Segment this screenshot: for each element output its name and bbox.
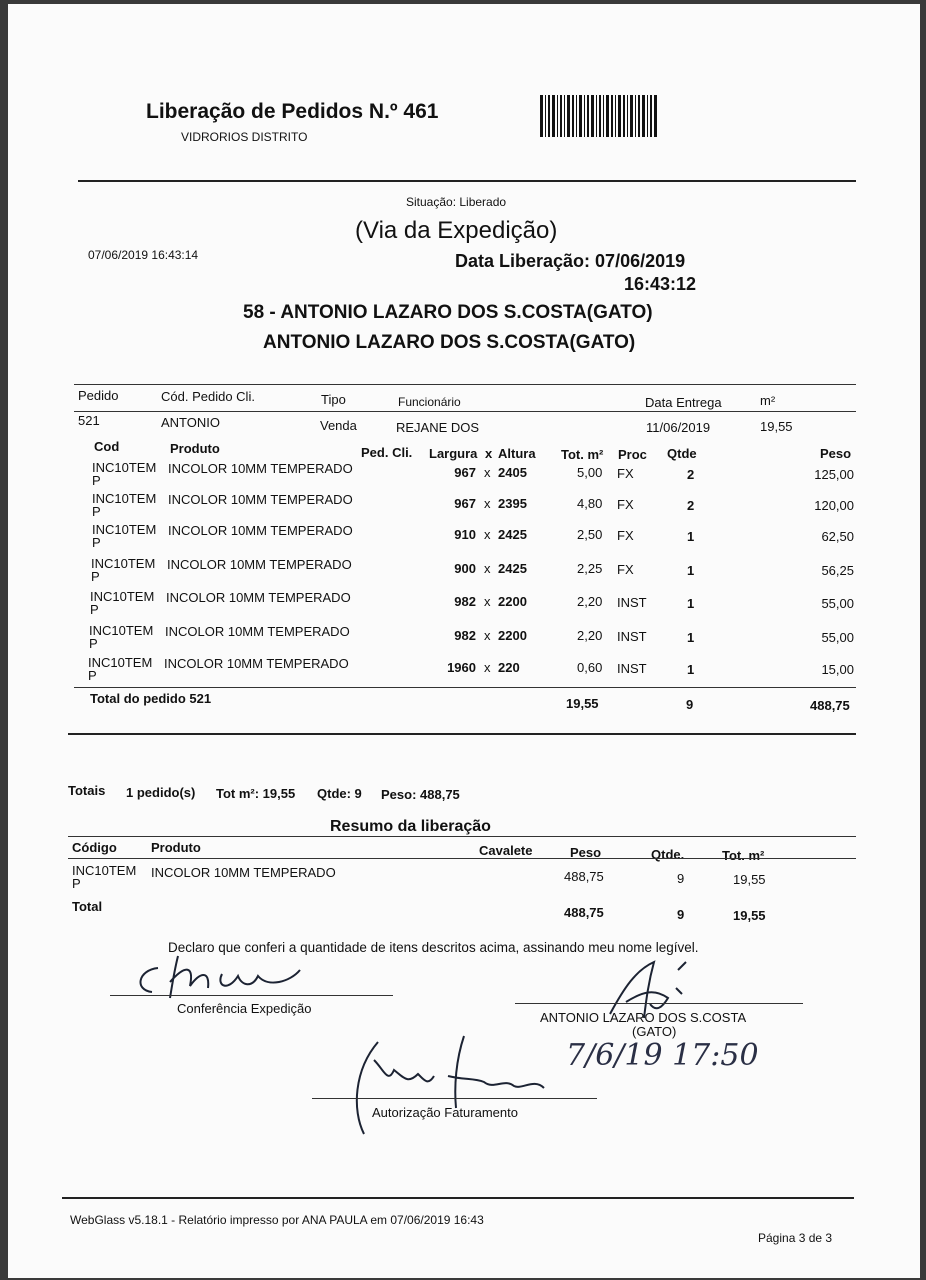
item-peso: 55,00: [821, 630, 854, 645]
col-pedido: Pedido: [78, 388, 119, 403]
item-proc: INST: [617, 629, 647, 644]
items-col-x: x: [485, 446, 493, 461]
summary-col-codigo: Código: [72, 840, 117, 855]
item-product: INCOLOR 10MM TEMPERADO: [168, 492, 353, 507]
summary-total-qtde: 9: [677, 907, 685, 922]
item-largura: 910: [454, 527, 476, 542]
item-tot: 2,25: [577, 561, 603, 576]
summary-col-qtde: Qtde.: [651, 847, 685, 862]
item-tot: 2,20: [577, 628, 603, 643]
col-m2: m²: [760, 393, 776, 408]
order-client-code: ANTONIO: [161, 415, 220, 430]
totals-qtde: Qtde: 9: [317, 786, 362, 801]
item-altura: 2200: [498, 594, 527, 609]
item-tot: 4,80: [577, 496, 603, 511]
item-product: INCOLOR 10MM TEMPERADO: [167, 557, 352, 572]
totals-m2: Tot m²: 19,55: [216, 786, 296, 801]
item-largura: 967: [454, 496, 476, 511]
item-altura: 2395: [498, 496, 527, 511]
summary-total-label: Total: [72, 899, 103, 914]
item-tot: 0,60: [577, 660, 603, 675]
item-proc: FX: [617, 497, 634, 512]
client-name: 58 - ANTONIO LAZARO DOS S.COSTA(GATO): [243, 302, 653, 323]
item-code-line1: INC10TEM: [92, 460, 157, 475]
item-code-line2: P: [89, 636, 98, 651]
summary-total-tot: 19,55: [733, 908, 766, 923]
items-col-qtde: Qtde: [667, 446, 697, 461]
declaration-text: Declaro que conferi a quantidade de itens descritos acima, assinando meu nome legível.: [168, 940, 699, 955]
items-col-cod: Cod: [94, 439, 120, 454]
item-code-line2: P: [91, 569, 100, 584]
item-qtde: 1: [687, 529, 695, 544]
barcode: [540, 95, 658, 137]
client-sign-name: ANTONIO LAZARO DOS S.COSTA: [540, 1010, 747, 1025]
totals-label: Totais: [68, 783, 106, 798]
release-date: Data Liberação: 07/06/2019: [455, 251, 686, 271]
items-col-produto: Produto: [170, 441, 220, 456]
item-peso: 56,25: [821, 563, 854, 578]
item-peso: 125,00: [814, 467, 854, 482]
col-cod-pedido-cli: Cód. Pedido Cli.: [161, 389, 255, 404]
totals-orders: 1 pedido(s): [126, 785, 196, 800]
item-code-line2: P: [92, 473, 101, 488]
item-proc: FX: [617, 528, 634, 543]
company-name: VIDRORIOS DISTRITO: [181, 130, 308, 144]
summary-code-line1: INC10TEM: [72, 863, 137, 878]
summary-top-line: [68, 836, 856, 837]
page-number: Página 3 de 3: [758, 1231, 833, 1245]
summary-row-tot: 19,55: [733, 872, 766, 887]
summary-code-line2: P: [72, 876, 81, 891]
item-x: x: [484, 594, 491, 609]
item-proc: FX: [617, 562, 634, 577]
summary-total-peso: 488,75: [564, 905, 604, 920]
item-altura: 2425: [498, 561, 527, 576]
item-peso: 55,00: [821, 596, 854, 611]
item-x: x: [484, 628, 491, 643]
item-code-line1: INC10TEM: [92, 522, 157, 537]
order-bottom-line: [68, 733, 856, 735]
order-top-line: [74, 384, 856, 385]
item-peso: 62,50: [821, 529, 854, 544]
item-altura: 220: [498, 660, 520, 675]
order-m2: 19,55: [760, 419, 793, 434]
autorizacao-signature: [344, 1030, 564, 1140]
item-x: x: [484, 561, 491, 576]
item-product: INCOLOR 10MM TEMPERADO: [164, 656, 349, 671]
item-tot: 5,00: [577, 465, 603, 480]
order-total-line: [74, 687, 856, 688]
item-x: x: [484, 496, 491, 511]
order-total-label: Total do pedido 521: [90, 691, 212, 706]
conferencia-signature: [130, 952, 340, 1000]
summary-title: Resumo da liberação: [330, 818, 491, 835]
items-col-largura: Largura: [429, 446, 478, 461]
client-sign-line: [515, 1003, 803, 1004]
conferencia-line: [110, 995, 393, 996]
client-sign-nickname: (GATO): [632, 1024, 677, 1039]
col-funcionario: Funcionário: [398, 395, 461, 409]
item-qtde: 1: [687, 596, 695, 611]
header-divider: [78, 180, 856, 182]
item-altura: 2200: [498, 628, 527, 643]
item-qtde: 2: [687, 467, 695, 482]
item-peso: 15,00: [821, 662, 854, 677]
autorizacao-label: Autorização Faturamento: [372, 1105, 518, 1120]
client-name-2: ANTONIO LAZARO DOS S.COSTA(GATO): [263, 332, 636, 353]
item-x: x: [484, 465, 491, 480]
summary-col-produto: Produto: [151, 840, 201, 855]
col-data-entrega: Data Entrega: [645, 395, 722, 410]
item-tot: 2,20: [577, 594, 603, 609]
document-title: Liberação de Pedidos N.º 461: [146, 100, 439, 123]
summary-row-peso: 488,75: [564, 869, 604, 884]
order-total-m2: 19,55: [566, 696, 599, 711]
items-col-tot: Tot. m²: [561, 447, 604, 462]
summary-col-cavalete: Cavalete: [479, 843, 533, 858]
status-text: Situação: Liberado: [406, 195, 507, 209]
footer-line: [62, 1197, 854, 1199]
handwritten-date: 7/6/19 17:50: [566, 1038, 759, 1073]
item-qtde: 1: [687, 630, 695, 645]
item-largura: 982: [454, 594, 476, 609]
item-code-line1: INC10TEM: [89, 623, 154, 638]
summary-col-peso: Peso: [570, 845, 602, 860]
item-x: x: [484, 527, 491, 542]
items-col-ped-cli: Ped. Cli.: [361, 445, 413, 460]
items-col-proc: Proc: [618, 447, 647, 462]
item-code-line1: INC10TEM: [91, 556, 156, 571]
item-qtde: 2: [687, 498, 695, 513]
item-code-line1: INC10TEM: [88, 655, 153, 670]
item-code-line2: P: [92, 504, 101, 519]
order-total-qtde: 9: [686, 697, 694, 712]
item-tot: 2,50: [577, 527, 603, 542]
item-proc: INST: [617, 661, 647, 676]
footer-info: WebGlass v5.18.1 - Relatório impresso por ANA PAULA em 07/06/2019 16:43: [70, 1213, 484, 1227]
summary-row-qtde: 9: [677, 871, 685, 886]
item-largura: 967: [454, 465, 476, 480]
item-product: INCOLOR 10MM TEMPERADO: [168, 461, 353, 476]
item-largura: 900: [454, 561, 476, 576]
item-product: INCOLOR 10MM TEMPERADO: [165, 624, 350, 639]
item-qtde: 1: [687, 563, 695, 578]
autorizacao-line: [312, 1098, 597, 1099]
item-largura: 1960: [447, 660, 476, 675]
order-mid-line: [74, 411, 856, 412]
summary-col-tot: Tot. m²: [722, 848, 765, 863]
item-altura: 2425: [498, 527, 527, 542]
printed-at: 07/06/2019 16:43:14: [88, 248, 199, 262]
totals-peso: Peso: 488,75: [381, 787, 460, 802]
items-col-altura: Altura: [498, 446, 536, 461]
order-type: Venda: [320, 418, 357, 433]
item-peso: 120,00: [814, 498, 854, 513]
item-altura: 2405: [498, 465, 527, 480]
summary-row-code: [72, 864, 136, 890]
col-tipo: Tipo: [321, 392, 346, 407]
conferencia-label: Conferência Expedição: [177, 1001, 312, 1016]
order-total-peso: 488,75: [810, 698, 850, 713]
item-code-line1: INC10TEM: [92, 491, 157, 506]
item-proc: INST: [617, 595, 647, 610]
order-delivery-date: 11/06/2019: [646, 420, 711, 435]
item-code-line2: P: [90, 602, 99, 617]
item-code-line2: P: [88, 668, 97, 683]
summary-row-product: INCOLOR 10MM TEMPERADO: [151, 865, 336, 880]
summary-mid-line: [68, 858, 856, 859]
order-employee: REJANE DOS: [396, 420, 480, 435]
release-time: 16:43:12: [624, 274, 697, 294]
order-number: 521: [78, 413, 100, 428]
via-label: (Via da Expedição): [355, 217, 558, 244]
items-col-peso: Peso: [820, 446, 852, 461]
item-code-line1: INC10TEM: [90, 589, 155, 604]
item-x: x: [484, 660, 491, 675]
item-product: INCOLOR 10MM TEMPERADO: [166, 590, 351, 605]
item-qtde: 1: [687, 662, 695, 677]
item-code-line2: P: [92, 535, 101, 550]
item-product: INCOLOR 10MM TEMPERADO: [168, 523, 353, 538]
item-proc: FX: [617, 466, 634, 481]
item-largura: 982: [454, 628, 476, 643]
